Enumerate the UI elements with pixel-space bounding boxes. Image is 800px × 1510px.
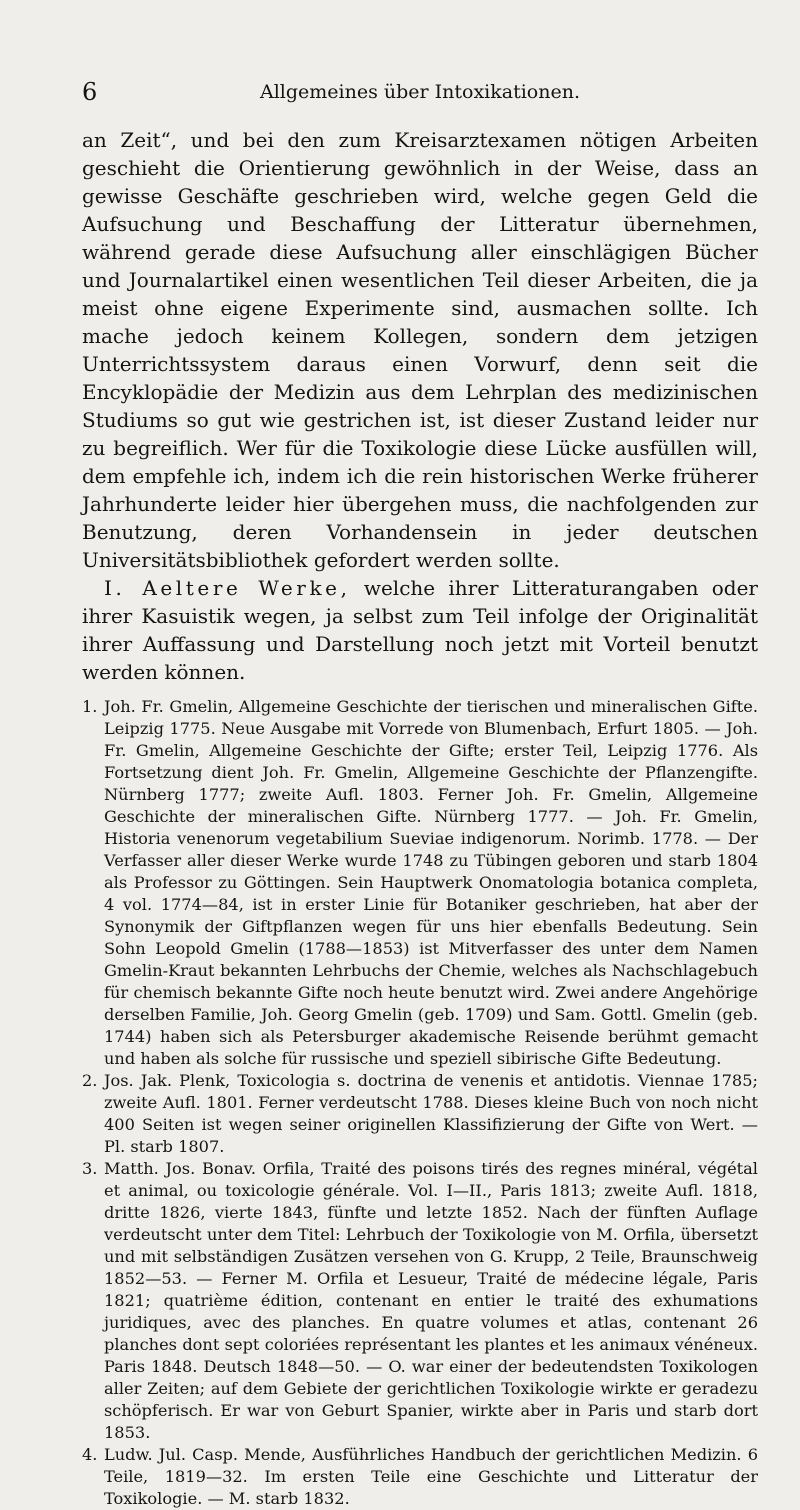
reference-text: Matth. Jos. Bonav. Orfila, Traité des poisons tirés des regnes minéral, végétal et animal, ou toxicologie générale. Vol. I—II., Paris 1813; zweite Aufl. 1818, dritte 1826, vierte 1843, fünfte und letzte 1852. Nach der fünften Auflage verdeutscht unter dem Titel: Lehrbuch der Toxikologie von M. Orfila, übersetzt und mit selbständigen Zusätzen versehen von G. Krupp, 2 Teile, Braunschweig 1852—53. — Ferner M. Orfila et Lesueur, Traité de médecine légale, Paris 1821; quatrième édition, contenant en entier le traité des exhumations juridiques, avec des planches. En quatre volumes et atlas, contenant 26 planches dont sept coloriées représentant les plantes et les animaux vénéneux. Paris 1848. Deutsch 1848—50. — O. war einer der bedeutendsten Toxikologen aller Zeiten; auf dem Gebiete der gerichtlichen Toxikologie wirkte er geradezu schöpferisch. Er war von Geburt Spanier, wirkte aber in Paris und starb dort 1853. <box>104 1159 758 1442</box>
running-title: Allgemeines über Intoxikationen. <box>259 81 580 103</box>
reference-item <box>82 1070 758 1158</box>
reference-text: Ludw. Jul. Casp. Mende, Ausführliches Handbuch der gerichtlichen Medizin. 6 Teile, 1819—32. Im ersten Teile eine Geschichte und Litteratur der Toxikologie. — M. starb 1832. <box>104 1445 758 1508</box>
section-paragraph <box>82 574 758 686</box>
reference-number: 4. <box>82 1445 98 1464</box>
page-header <box>82 78 758 106</box>
reference-text: Joh. Fr. Gmelin, Allgemeine Geschichte der tierischen und mineralischen Gifte. Leipzig 1775. Neue Ausgabe mit Vorrede von Blumenbach, Erfurt 1805. — Joh. Fr. Gmelin, Allgemeine Geschichte der Gifte; erster Teil, Leipzig 1776. Als Fortsetzung dient Joh. Fr. Gmelin, Allgemeine Geschichte der Pflanzengifte. Nürnberg 1777; zweite Aufl. 1803. Ferner Joh. Fr. Gmelin, Allgemeine Geschichte der mineralischen Gifte. Nürnberg 1777. — Joh. Fr. Gmelin, Historia venenorum vegetabilium Sueviae indigenorum. Norimb. 1778. — Der Verfasser aller dieser Werke wurde 1748 zu Tübingen geboren und starb 1804 als Professor zu Göttingen. Sein Hauptwerk Onomatologia botanica completa, 4 vol. 1774—84, ist in erster Linie für Botaniker geschrieben, hat aber der Synonymik der Giftpflanzen wegen für uns hier ebenfalls Bedeutung. Sein Sohn Leopold Gmelin (1788—1853) ist Mitverfasser des unter dem Namen Gmelin-Kraut bekannten Lehrbuchs der Chemie, welches als Nachschlagebuch für chemisch bekannte Gifte noch heute benutzt wird. Zwei andere Angehörige derselben Familie, Joh. Georg Gmelin (geb. 1709) und Sam. Gottl. Gmelin (geb. 1744) haben sich als Petersburger akademische Reisende berühmt gemacht und haben als solche für russische und speziell sibirische Gifte Bedeutung. <box>104 697 758 1068</box>
reference-item <box>82 1158 758 1444</box>
reference-list <box>82 696 758 1510</box>
page-number: 6 <box>82 78 98 106</box>
reference-number: 1. <box>82 697 98 716</box>
reference-item <box>82 696 758 1070</box>
section-text: welche ihrer Litteraturangaben oder ihrer Kasuistik wegen, ja selbst zum Teil infolge der Originalität ihrer Auffassung und Darstellung noch jetzt mit Vorteil benutzt werden können. <box>82 576 758 684</box>
reference-number: 2. <box>82 1071 98 1090</box>
reference-text: Jos. Jak. Plenk, Toxicologia s. doctrina de venenis et antidotis. Viennae 1785; zweite Aufl. 1801. Ferner verdeutscht 1788. Dieses kleine Buch von noch nicht 400 Seiten ist wegen seiner originellen Klassifizierung der Gifte von Wert. — Pl. starb 1807. <box>104 1071 758 1156</box>
paragraph: an Zeit“, und bei den zum Kreisarztexamen nötigen Arbeiten geschieht die Orientierung gewöhnlich in der Weise, dass an gewisse Geschäfte geschrieben wird, welche gegen Geld die Aufsuchung und Beschaffung der Litteratur übernehmen, während gerade diese Aufsuchung aller einschlägigen Bücher und Journalartikel einen wesentlichen Teil dieser Arbeiten, die ja meist ohne eigene Experimente sind, ausmachen sollte. Ich mache jedoch keinem Kollegen, sondern dem jetzigen Unterrichtssystem daraus einen Vorwurf, denn seit die Encyklopädie der Medizin aus dem Lehrplan des medizinischen Studiums so gut wie gestrichen ist, ist dieser Zustand leider nur zu begreiflich. Wer für die Toxikologie diese Lücke ausfüllen will, dem empfehle ich, indem ich die rein historischen Werke früherer Jahrhunderte leider hier übergehen muss, die nachfolgenden zur Benutzung, deren Vorhandensein in jeder deutschen Universitätsbibliothek gefordert werden sollte. <box>82 128 758 572</box>
reference-number: 3. <box>82 1159 98 1178</box>
reference-item <box>82 1444 758 1510</box>
main-paragraphs <box>82 126 758 686</box>
body-text <box>82 126 758 1510</box>
section-label: I. Aeltere Werke, <box>104 576 351 600</box>
